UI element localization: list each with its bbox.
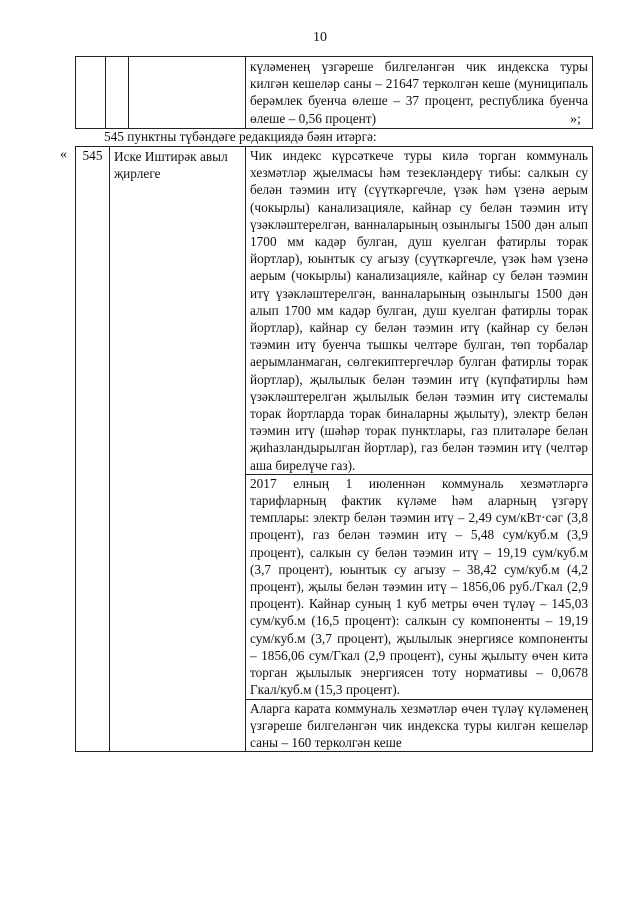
- number-cell-empty: [76, 57, 106, 129]
- row-number-cell: [76, 147, 110, 752]
- description-cell: [246, 147, 593, 752]
- amendment-intro: 545 пунктны түбәндәге редакциядә бəян итəргә:: [104, 129, 377, 144]
- paragraph-population: Аларга карата коммуналь хезмәтләр өчен түләү күләменең үзгәреше билгеләнгән чик индекска туры килгән кешеләр саны – 160 терколгән кеше: [246, 699, 592, 752]
- paragraph-services: Чик индекс күрсәткече туры килә торган коммуналь хезмәтләр җыелмасы һәм тезекләндерү тибы: салкын су белән тәэмин итү (сүүткәргечле, үзәк һәм үзенә аерым (чокырлы) канализацияле, кайнар су белән тәэмин итү үзәкләштерелгән, ванналарының озынлыгы 1500 дән алып 1700 мм кадәр булган, душ куелган фатирлы торак йортлар), юынтык су агызу (суүткәргечле, үзәк һәм үзенә аерым (чокырлы) канализацияле, кайнар су белән тәэмин итү үзәкләштерелгән, ванналарының озынлыгы 1500 дән алып 1700 мм кадәр булган, душ куелган фатирлы торак йортлар), кайнар су белән тәэмин итү (кайнар су белән тәэмин итү буенча тышкы челтәре булган, төп торбалар аерымланмаган, сөлгекиптергечләр булган фатирлы торак йортлар), җылылык белән тәэмин итү (күпфатирлы һәм үзәкләштерелгән җылылык белән тәэмин итү системалы торак йортларда торак биналарны җылыту), электр белән тәэмин итү (шәһәр торак пунктлары, газ плитәләре белән җиһазландырылган йортлар), газ белән тәэмин итү (челтәр аша бирелүче газ).: [250, 148, 588, 473]
- continued-table-row: [75, 56, 593, 129]
- continued-text-cell: [246, 57, 593, 129]
- amendment-table: [75, 146, 593, 752]
- continued-text: күләменең үзгәреше билгеләнгән чик индекска туры килгән кешеләр саны – 21647 терколгән кеше (муниципаль берәмлек буенча өлеше – 37 процент, республика буенча өлеше – 0,56 процент): [250, 59, 588, 126]
- page-number: 10: [313, 30, 327, 45]
- opening-quote-mark: «: [60, 147, 67, 162]
- paragraph-tariffs: 2017 елның 1 июленнән коммуналь хезмәтләргә тарифларның фактик күләме һәм аларның үзгәрү темплары: электр белән тәэмин итү – 2,49 сум/кВт·сәг (3,8 процент), газ белән тәэмин итү – 5,48 сум/куб.м (3,9 процент), салкын су белән тәэмин итү – 19,19 сум/куб.м (3,7 процент), юынтык су агызу – 38,42 сум/куб.м (4,2 процент), җылы белән тәэмин итү – 1856,06 руб./Гкал (2,9 процент). Кайнар суның 1 куб метры өчен түләү – 145,03 сум/куб.м (16,5 процент): салкын су компоненты – 19,19 сум/куб.м (3,7 процент), җылылык энергиясе компоненты – 1856,06 сум/Гкал (2,9 процент), суны җылыту өчен китә торган җылылык энергиясен тоту нормативы – 0,0678 Гкал/куб.м (15,3 процент).: [246, 474, 592, 699]
- spacer-cell-empty: [106, 57, 129, 129]
- table-row: [76, 147, 593, 752]
- municipality-cell-empty: [129, 57, 246, 129]
- row-number: 545: [82, 148, 103, 163]
- municipality-cell: [110, 147, 246, 752]
- closing-quote-mark: »;: [570, 112, 581, 127]
- municipality-name: Иске Иштирәк авыл җирлеге: [114, 149, 228, 182]
